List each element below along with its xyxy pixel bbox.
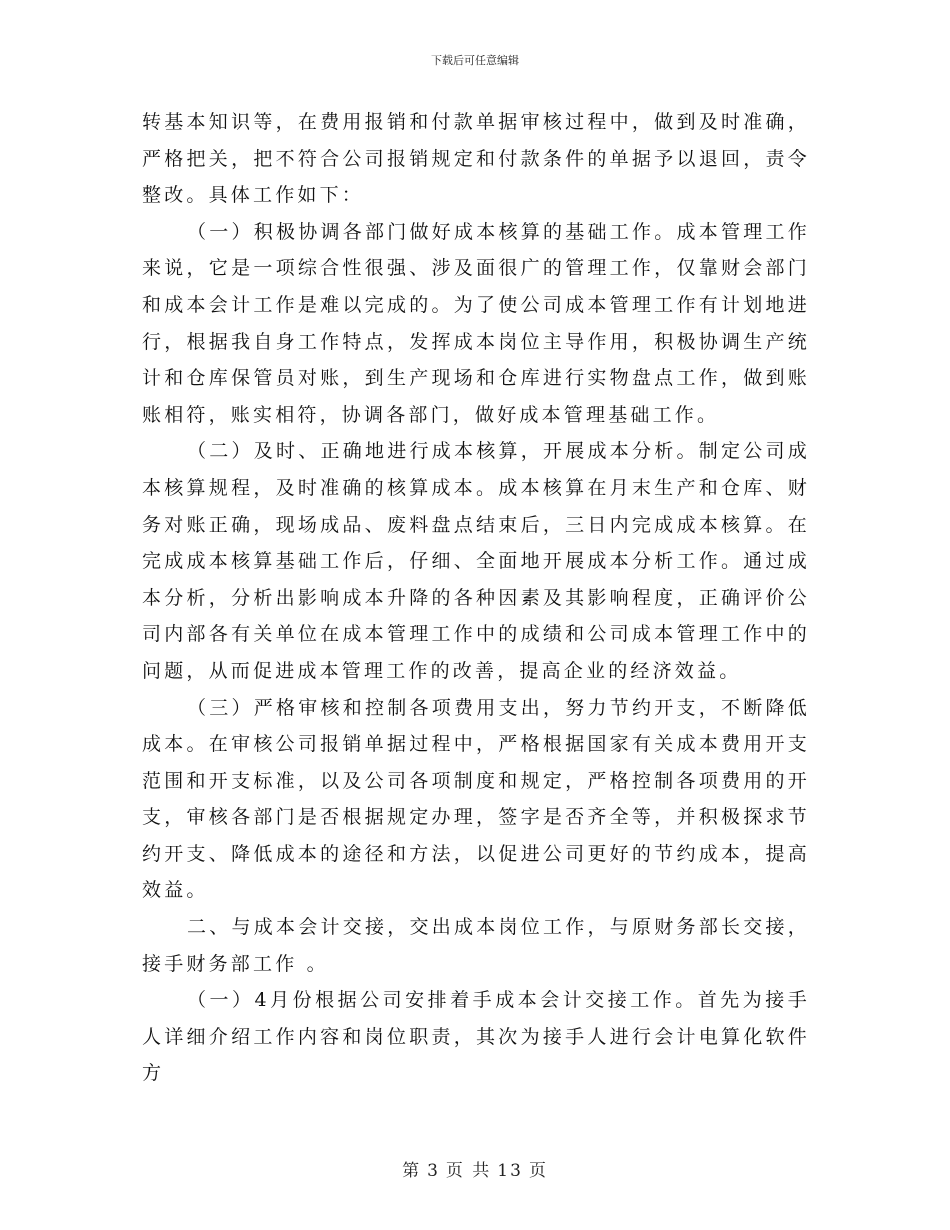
paragraph-continuation: 转基本知识等，在费用报销和付款单据审核过程中，做到及时准确，严格把关，把不符合公司报销规定和付款条件的单据予以退回，责令整改。具体工作如下： [142, 111, 810, 207]
footer-prefix: 第 [402, 1161, 422, 1181]
paragraph-section-2: 二、与成本会计交接，交出成本岗位工作，与原财务部长交接，接手财务部工作 。 [142, 916, 810, 975]
paragraph-item-3: （三）严格审核和控制各项费用支出，努力节约开支，不断降低成本。在审核公司报销单据过程中，严格根据国家有关成本费用开支范围和开支标准，以及公司各项制度和规定，严格控制各项费用的开支，审核各部门是否根据规定办理，签字是否齐全等，并积极探求节约开支、降低成本的途径和方法，以促进公司更好的节约成本，提高效益。 [142, 696, 810, 902]
paragraph-item-1: （一）积极协调各部门做好成本核算的基础工作。成本管理工作来说，它是一项综合性很强、涉及面很广的管理工作，仅靠财会部门和成本会计工作是难以完成的。为了使公司成本管理工作有计划地进行，根据我自身工作特点，发挥成本岗位主导作用，积极协调生产统计和仓库保管员对账，到生产现场和仓库进行实物盘点工作，做到账账相符，账实相符，协调各部门，做好成本管理基础工作。 [142, 220, 810, 426]
page-header: 下载后可任意编辑 [431, 54, 519, 67]
paragraph-section-2-item-1: （一）4月份根据公司安排着手成本会计交接工作。首先为接手人详细介绍工作内容和岗位职责，其次为接手人进行会计电算化软件方 [142, 989, 810, 1085]
paragraph-item-2: （二）及时、正确地进行成本核算，开展成本分析。制定公司成本核算规程，及时准确的核算成本。成本核算在月末生产和仓库、财务对账正确，现场成品、废料盘点结束后，三日内完成成本核算。在完成成本核算基础工作后，仔细、全面地开展成本分析工作。通过成本分析，分析出影响成本升降的各种因素及其影响程度，正确评价公司内部各有关单位在成本管理工作中的成绩和公司成本管理工作中的问题，从而促进成本管理工作的改善，提高企业的经济效益。 [142, 440, 810, 682]
footer-suffix: 页 [528, 1161, 548, 1181]
footer-middle: 页 共 [445, 1161, 492, 1181]
footer-total-pages: 13 [497, 1161, 523, 1181]
footer-page-number: 3 [427, 1161, 440, 1181]
document-body [142, 104, 810, 1092]
page-footer [0, 1156, 950, 1181]
